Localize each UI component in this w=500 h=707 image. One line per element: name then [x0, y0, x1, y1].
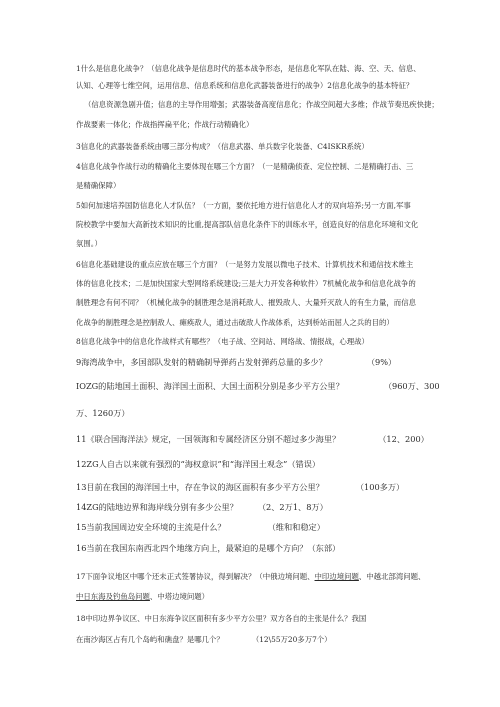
q6-line-2: 体的信息化技术；二是加快国家大型网络系统建设;三是大力开发各种软件）7机械化战争和信息化战争的 [76, 279, 416, 288]
q18-question: 在南沙海区占有几个岛屿和礁盘？是哪几个？ [76, 635, 224, 644]
q18-line-1: 18中印边界争议区、中日东海争议区面积有多少平方公里？双方各自的主张是什么？我国 [76, 614, 367, 623]
q10-question: IOZG的陆地国土面积、海洋国土面积、大国土面积分别是多少平方公里？ [76, 381, 344, 391]
q9-question: 9海湾战争中，多国部队发射的精确制导弹药占发射弹药总量的多少？ [76, 357, 327, 367]
q14-answer: （2、2万1、8万） [257, 502, 328, 512]
q13-answer: （100多万） [355, 482, 405, 492]
q11-line [76, 434, 429, 444]
q15-question: 15当前我国周边安全环境的主流是什么？ [76, 522, 226, 532]
q17-line-2 [76, 592, 209, 602]
q4-line-1: 4信息化战争作战行动的精确化主要体现在哪三个方面？（一是精确侦查、定位控制、二是精确打击、三 [76, 162, 414, 171]
q5-line-3: 氛围。） [76, 239, 102, 248]
q9-line [76, 357, 396, 367]
q11-question: 11《联合国海洋法》规定，一国领海和专属经济区分别不超过多少海里？ [76, 434, 341, 444]
q6-line-1: 6信息化基础建设的重点应放在哪三个方面？（一是努力发展以微电子技术、计算机技术和通信技术维主 [76, 260, 414, 269]
q15-answer: （维和和稳定） [267, 522, 325, 532]
q13-line [76, 482, 404, 492]
q3-line: 3信息化的武器装备系统由哪三部分构成？（信息武器、单兵数字化装备、C4ISKR系统） [76, 142, 369, 151]
q17-underlined-a: 中印边境问题 [314, 572, 359, 581]
q10-line-2: 万、1260万） [76, 408, 130, 418]
q7-line-1: 制胜理念有何不同？（机械化战争的制胜理念是消耗敌人、摧毁敌人、大量歼灭敌人的有生力量，而信息 [76, 298, 416, 307]
q2-line-1: （信息资源急剧升值；信息的主导作用增强；武器装备高度信息化；作战空间超大多维；作战节奏迅疾快捷； [84, 100, 439, 109]
q17-text-b: 、中越北部湾问题、 [358, 572, 426, 581]
q4-line-2: 是精确保障） [76, 181, 121, 190]
q14-question: 14ZG的陆地边界和海岸线分别有多少公里？ [76, 502, 238, 512]
q18-line-2 [76, 635, 332, 645]
q11-answer: （12、200） [378, 434, 429, 444]
q15-line [76, 522, 325, 532]
q1-line-2: 认知、心理等七维空间，运用信息、信息系统和信息化武器装备进行的战争）2信息化战争的基本特征？ [76, 81, 414, 90]
q7-line-2: 化战争的制胜理念是控制敌人、瘫痪敌人，通过击破敌人作战体系，达到桥站而屈人之兵的目的） [76, 318, 394, 327]
q17-text-c: 、中塔边境问题） [149, 592, 210, 601]
q17-underlined-b: 中日东海及钓鱼岛问题 [76, 592, 150, 601]
q2-line-2: 作战要素一体化；作战指挥扁平化；作战行动精确化） [76, 120, 254, 129]
q17-line-1 [76, 572, 425, 582]
q9-answer: （9%） [366, 357, 397, 367]
q10-answer-part1: （960万、300 [383, 381, 440, 391]
q13-question: 13目前在我国的海洋国土中，存在争议的海区面积有多少平方公里？ [76, 482, 324, 492]
q17-text-a: 17下面争议地区中哪个还未正式签署协议，得到解决？（中俄边境问题、 [76, 572, 315, 581]
q16-line: 16当前在我国东南西北四个地缘方向上，最紧迫的是哪个方向？（东部） [76, 543, 341, 553]
q18-answer: （12\55万20多万7个） [251, 635, 332, 644]
q14-line [76, 502, 328, 512]
q10-line-1 [76, 381, 440, 391]
q5-line-1: 5如何加速培养国防信息化人才队伍？（一方面，要依托地方进行信息化人才的双向培养;另一方面,军事 [76, 201, 411, 210]
q8-line: 8信息化战争中的信息化作战样式有哪些？（电子战、空间站、网络战、情报战，心理战） [76, 337, 369, 346]
q12-line: 12ZG人自古以来就有强烈的“海权意识”和“海洋国土观念”（错误） [76, 459, 321, 469]
q1-line-1: 1什么是信息化战争？（信息化战争是信息时代的基本战争形态，是信息化军队在陆、海、空、天、信息、 [76, 64, 421, 73]
q5-line-2: 院校教学中要加大高新技术知识的比重,提高部队信息化条件下的训练水平，创造良好的信息化环境和文化 [76, 220, 419, 229]
